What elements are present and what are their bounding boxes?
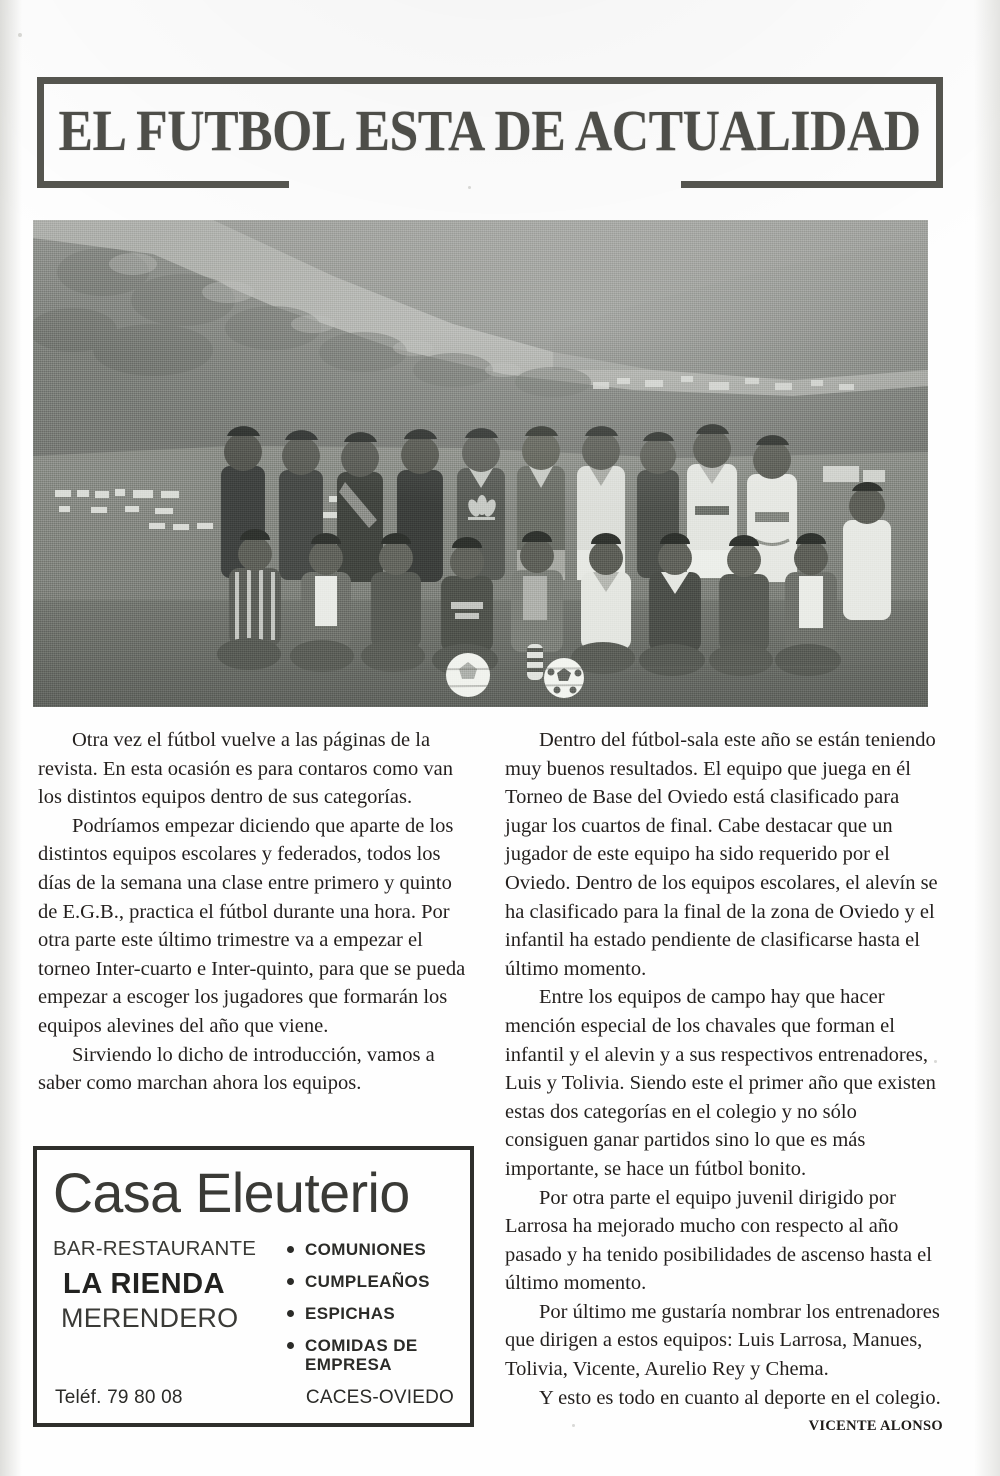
- advertisement-box: [33, 1146, 474, 1427]
- ad-service-item: COMUNIONES: [285, 1240, 456, 1259]
- ad-phone: Teléf. 79 80 08: [55, 1387, 183, 1408]
- ad-left-block: [53, 1237, 285, 1387]
- ad-footer: [55, 1387, 454, 1409]
- ad-subtitle: BAR-RESTAURANTE: [53, 1237, 257, 1261]
- paragraph: Por otra parte el equipo juvenil dirigido por Larrosa ha mejorado mucho con respecto al año pasado y ha tenido posibilidades de ascenso hasta el último momento.: [505, 1186, 932, 1295]
- headline-rule-left: [37, 181, 289, 188]
- scan-speck: [468, 186, 471, 189]
- paragraph: Entre los equipos de campo hay que hacer mención especial de los chavales que forman el infantil y el alevin y a sus respectivos entrenadores, Luis y Tolivia. Siendo este el primer año que existen estas dos categorías en el colegio y no sólo consiguen ganar partidos sino lo que es más importante, se hace un fútbol bonito.: [505, 986, 936, 1180]
- paragraph: Y esto es todo en cuanto al deporte en el colegio.: [539, 1386, 941, 1409]
- paragraph: Podríamos empezar diciendo que aparte de los distintos equipos escolares y federados, todos los días de la semana una clase entre primero y quinto de E.G.B., practica el fútbol durante una hora. Por otra parte este último trimestre va a empezar el torneo Inter-cuarto e Inter-quinto, para que se pueda empezar a escoger los jugadores que formarán los equipos alevines del año que viene.: [38, 814, 466, 1037]
- ad-service-item: CUMPLEAÑOS: [285, 1272, 456, 1291]
- article-left-column: [38, 726, 470, 1098]
- paragraph: Por último me gustaría nombrar los entrenadores que dirigen a estos equipos: Luis Larrosa, Manues, Tolivia, Vicente, Aurelio Rey y Chema.: [505, 1300, 940, 1381]
- article-headline-box: [37, 77, 943, 181]
- headline-rule-right: [681, 181, 943, 188]
- ad-services-block: [285, 1237, 456, 1387]
- ad-service-item: ESPICHAS: [285, 1304, 456, 1323]
- team-photograph: [33, 220, 928, 707]
- ad-venue-kind: MERENDERO: [61, 1303, 239, 1334]
- paragraph: Sirviendo lo dicho de introducción, vamos a saber como marchan ahora los equipos.: [38, 1043, 435, 1095]
- article-right-column: [505, 726, 943, 1441]
- team-photograph-image: [33, 220, 928, 707]
- ad-service-item: COMIDAS DE EMPRESA: [285, 1336, 456, 1374]
- ad-venue-name: LA RIENDA: [63, 1268, 226, 1301]
- paragraph: Dentro del fútbol-sala este año se están teniendo muy buenos resultados. El equipo que juega en él Torneo de Base del Oviedo está clasificado para jugar los cuartos de final. Cabe destacar que un jugador de este equipo ha sido requerido por el Oviedo. Dentro de los equipos escolares, el alevín se ha clasificado para la final de la zona de Oviedo y el infantil ha estado pendiente de clasificarse hasta el último momento.: [505, 729, 938, 980]
- scan-speck: [18, 33, 22, 37]
- paragraph: Otra vez el fútbol vuelve a las páginas de la revista. En esta ocasión es para contaros como van los distintos equipos dentro de sus categorías.: [38, 729, 453, 809]
- ad-location: CACES-OVIEDO: [305, 1387, 454, 1408]
- page-title: EL FUTBOL ESTA DE ACTUALIDAD: [58, 98, 922, 163]
- ad-business-name: Casa Eleuterio: [53, 1161, 410, 1224]
- article-byline: VICENTE ALONSO: [808, 1418, 943, 1435]
- ad-services-list: [285, 1240, 456, 1374]
